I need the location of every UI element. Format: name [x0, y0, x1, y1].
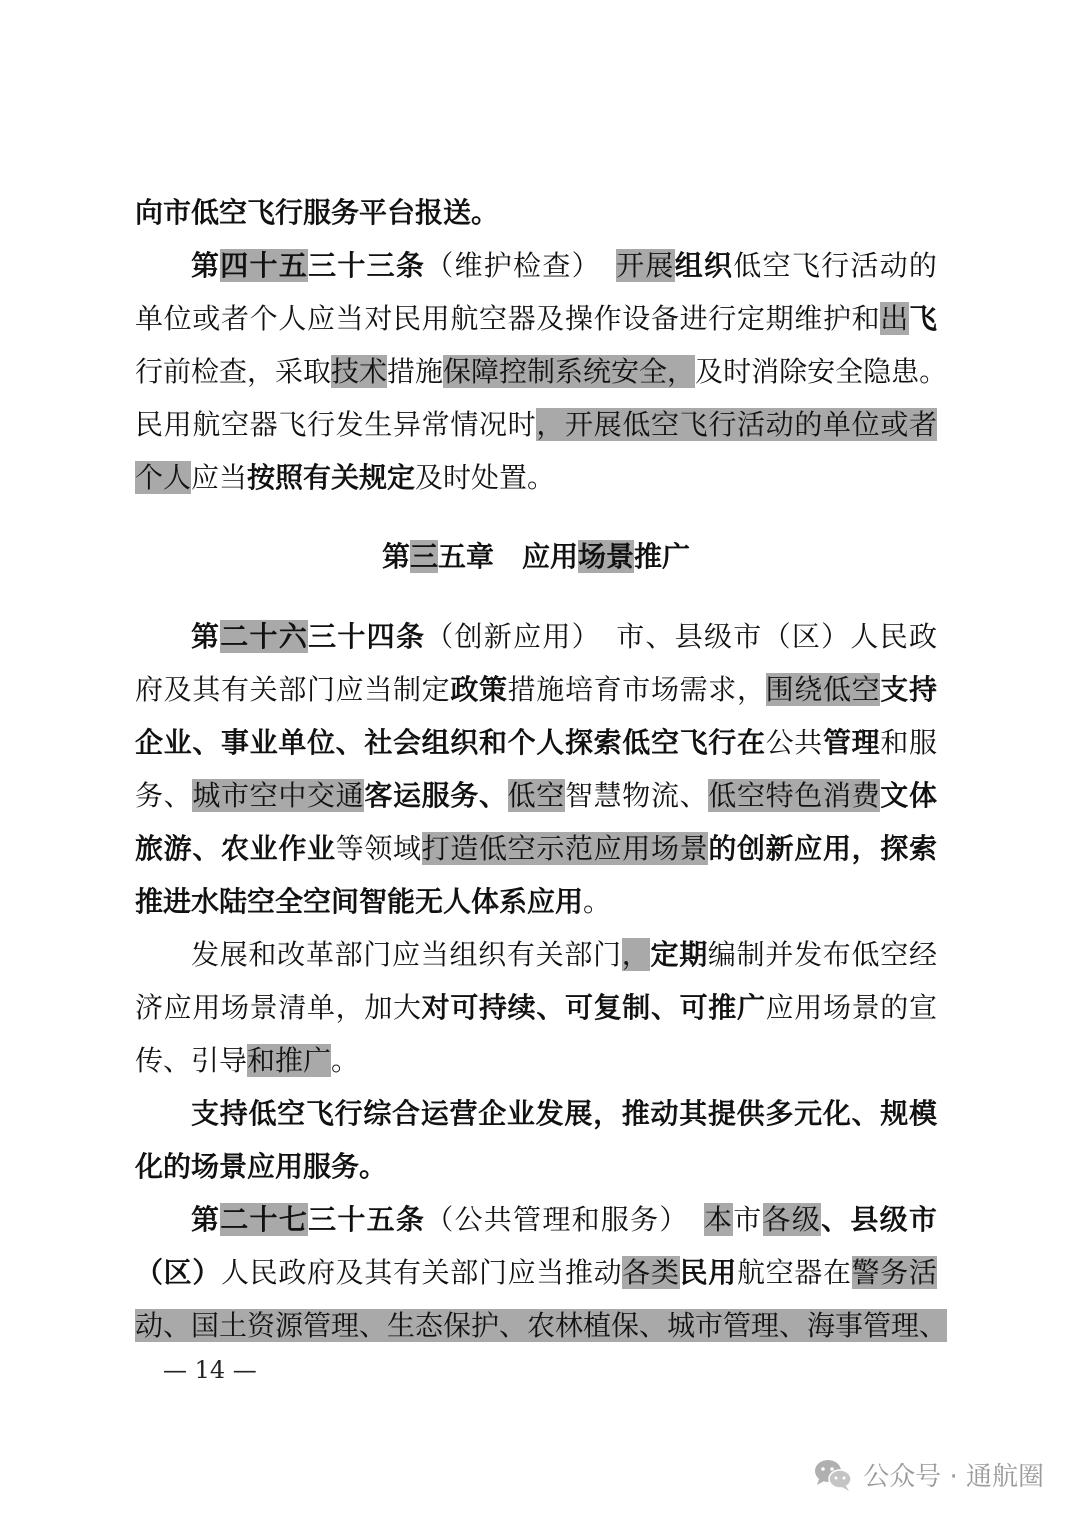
article-heading-line: [135, 610, 937, 663]
highlight-run: 本: [703, 1203, 734, 1236]
article-heading-line: [135, 239, 937, 292]
watermark: [813, 1456, 1044, 1493]
text-run: 编制并发布低空经: [707, 938, 937, 971]
highlight-run: 围绕低空: [765, 673, 881, 706]
text-run: 民用航空器飞行发生异常情况时: [135, 408, 537, 441]
highlight-run: 低空: [507, 779, 565, 812]
text-line: [135, 769, 937, 822]
bold-run: 支持低空飞行综合运营企业发展，推动其提供多元化、规模: [191, 1097, 937, 1130]
text-line: [135, 1140, 937, 1193]
text-run: 向市低空飞行服务平台报送。: [135, 196, 500, 229]
highlight-run: 个人: [135, 461, 192, 494]
text-run: 低空飞行活动的: [733, 249, 937, 282]
page-number: — 14 —: [163, 1356, 257, 1384]
text-run: 航空器在: [736, 1256, 852, 1289]
text-line: [135, 875, 937, 928]
text-line: [135, 1087, 937, 1140]
bold-run: 文体: [880, 779, 937, 812]
bold-run: 按照有关规定: [247, 461, 416, 494]
article-number: 三十三条: [308, 249, 426, 282]
bold-run: 旅游、农业作业: [135, 832, 336, 865]
text-line: [135, 716, 937, 769]
text-run: 第: [191, 1203, 221, 1236]
bold-run: 组织: [674, 249, 734, 282]
highlight-run: 场景: [578, 540, 635, 573]
highlight-run: 保障控制系统安全，: [443, 355, 696, 388]
highlight-run: 警务活: [851, 1256, 937, 1289]
highlight-run: ，: [621, 938, 651, 971]
text-run: 五章: [437, 540, 494, 573]
text-run: 。: [583, 885, 612, 918]
bold-run: 政策: [450, 673, 508, 706]
chapter-heading: [135, 504, 937, 610]
bold-run: （区）: [135, 1256, 221, 1289]
text-run: 府及其有关部门应当制定: [135, 673, 451, 706]
text-run: 和服: [880, 726, 937, 759]
bold-run: 支持: [880, 673, 937, 706]
text-run: （创新应用） 市、县级市（区）人民政: [425, 620, 937, 653]
highlight-run: 动、国土资源管理、生态保护、农林植保、城市管理、海事管理、: [135, 1309, 948, 1342]
text-run: 济应用场景清单，加大: [135, 991, 422, 1024]
text-run: 推广: [634, 540, 691, 573]
highlight-run: 二十七: [220, 1203, 309, 1236]
bold-run: 客运服务、: [364, 779, 508, 812]
text-line: [135, 1034, 937, 1087]
text-run: 措施培育市场需求，: [507, 673, 766, 706]
text-run: 应用场景的宣: [765, 991, 937, 1024]
highlight-run: 四十五: [220, 249, 309, 282]
bold-run: 对可持续、可复制、可推广: [421, 991, 766, 1024]
text-line: [135, 1299, 948, 1352]
bold-run: 民用: [679, 1256, 737, 1289]
bold-run: 管理: [822, 726, 881, 759]
text-run: 市: [733, 1203, 763, 1236]
bold-run: 企业、事业单位、社会组织和个人探索低空飞行在: [135, 726, 766, 759]
highlight-run: 低空特色消费: [708, 779, 881, 812]
highlight-run: 和推广: [247, 1044, 332, 1077]
text-run: 发展和改革部门应当组织有关部门: [191, 938, 622, 971]
bold-run: 化的场景应用服务。: [135, 1150, 388, 1183]
bold-run: 定期: [650, 938, 708, 971]
text-run: 务、: [135, 779, 193, 812]
text-line: [135, 186, 937, 239]
bold-run: 飞: [908, 302, 937, 335]
text-run: 及时处置。: [415, 461, 556, 494]
text-run: 第: [381, 540, 410, 573]
text-line: [135, 451, 937, 504]
bold-run: 、县级市: [821, 1203, 937, 1236]
watermark-text: 公众号 · 通航圈: [863, 1462, 1044, 1492]
highlight-run: 出: [880, 302, 909, 335]
article-number: 三十五条: [308, 1203, 426, 1236]
text-line: [135, 292, 937, 345]
text-line: [135, 663, 937, 716]
text-run: 应当: [191, 461, 248, 494]
highlight-run: 打造低空示范应用场景: [421, 832, 709, 865]
text-run: 人民政府及其有关部门应当推动: [221, 1256, 623, 1289]
highlight-run: 各级: [762, 1203, 822, 1236]
text-line: [135, 981, 937, 1034]
highlight-run: 技术: [331, 355, 388, 388]
article-number: 三十四条: [308, 620, 426, 653]
text-line: [135, 822, 937, 875]
bold-run: 的创新应用，探索: [708, 832, 937, 865]
text-run: 等领域: [335, 832, 422, 865]
bold-run: 推进水陆空全空间智能无人体系应用: [135, 885, 584, 918]
article-heading-line: [135, 1193, 937, 1246]
highlight-run: 三: [409, 540, 438, 573]
highlight-run: 各类: [622, 1256, 680, 1289]
text-run: 公共: [765, 726, 823, 759]
text-line: [135, 345, 948, 398]
text-run: 。: [331, 1044, 360, 1077]
text-run: 第: [191, 620, 221, 653]
article-title: （维护检查）: [425, 249, 617, 282]
text-line: [135, 398, 937, 451]
text-line: [135, 1246, 937, 1299]
text-run: 智慧物流、: [564, 779, 709, 812]
wechat-icon: [813, 1458, 853, 1492]
highlight-run: 城市空中交通: [192, 779, 365, 812]
highlight-run: ，开展低空飞行活动的单位或者: [536, 408, 937, 441]
text-run: 第: [191, 249, 221, 282]
text-run: 应用: [522, 540, 579, 573]
text-line: [135, 928, 937, 981]
text-run: 单位或者个人应当对民用航空器及操作设备进行定期维护和: [135, 302, 881, 335]
text-run: 及时消除安全隐患。: [695, 355, 948, 388]
text-run: 措施: [387, 355, 444, 388]
highlight-run: 开展: [616, 249, 675, 282]
highlight-run: 二十六: [220, 620, 309, 653]
article-title: （公共管理和服务）: [425, 1203, 704, 1236]
text-run: 传、引导: [135, 1044, 248, 1077]
document-body: [135, 186, 948, 1352]
text-run: 行前检查，采取: [135, 355, 332, 388]
